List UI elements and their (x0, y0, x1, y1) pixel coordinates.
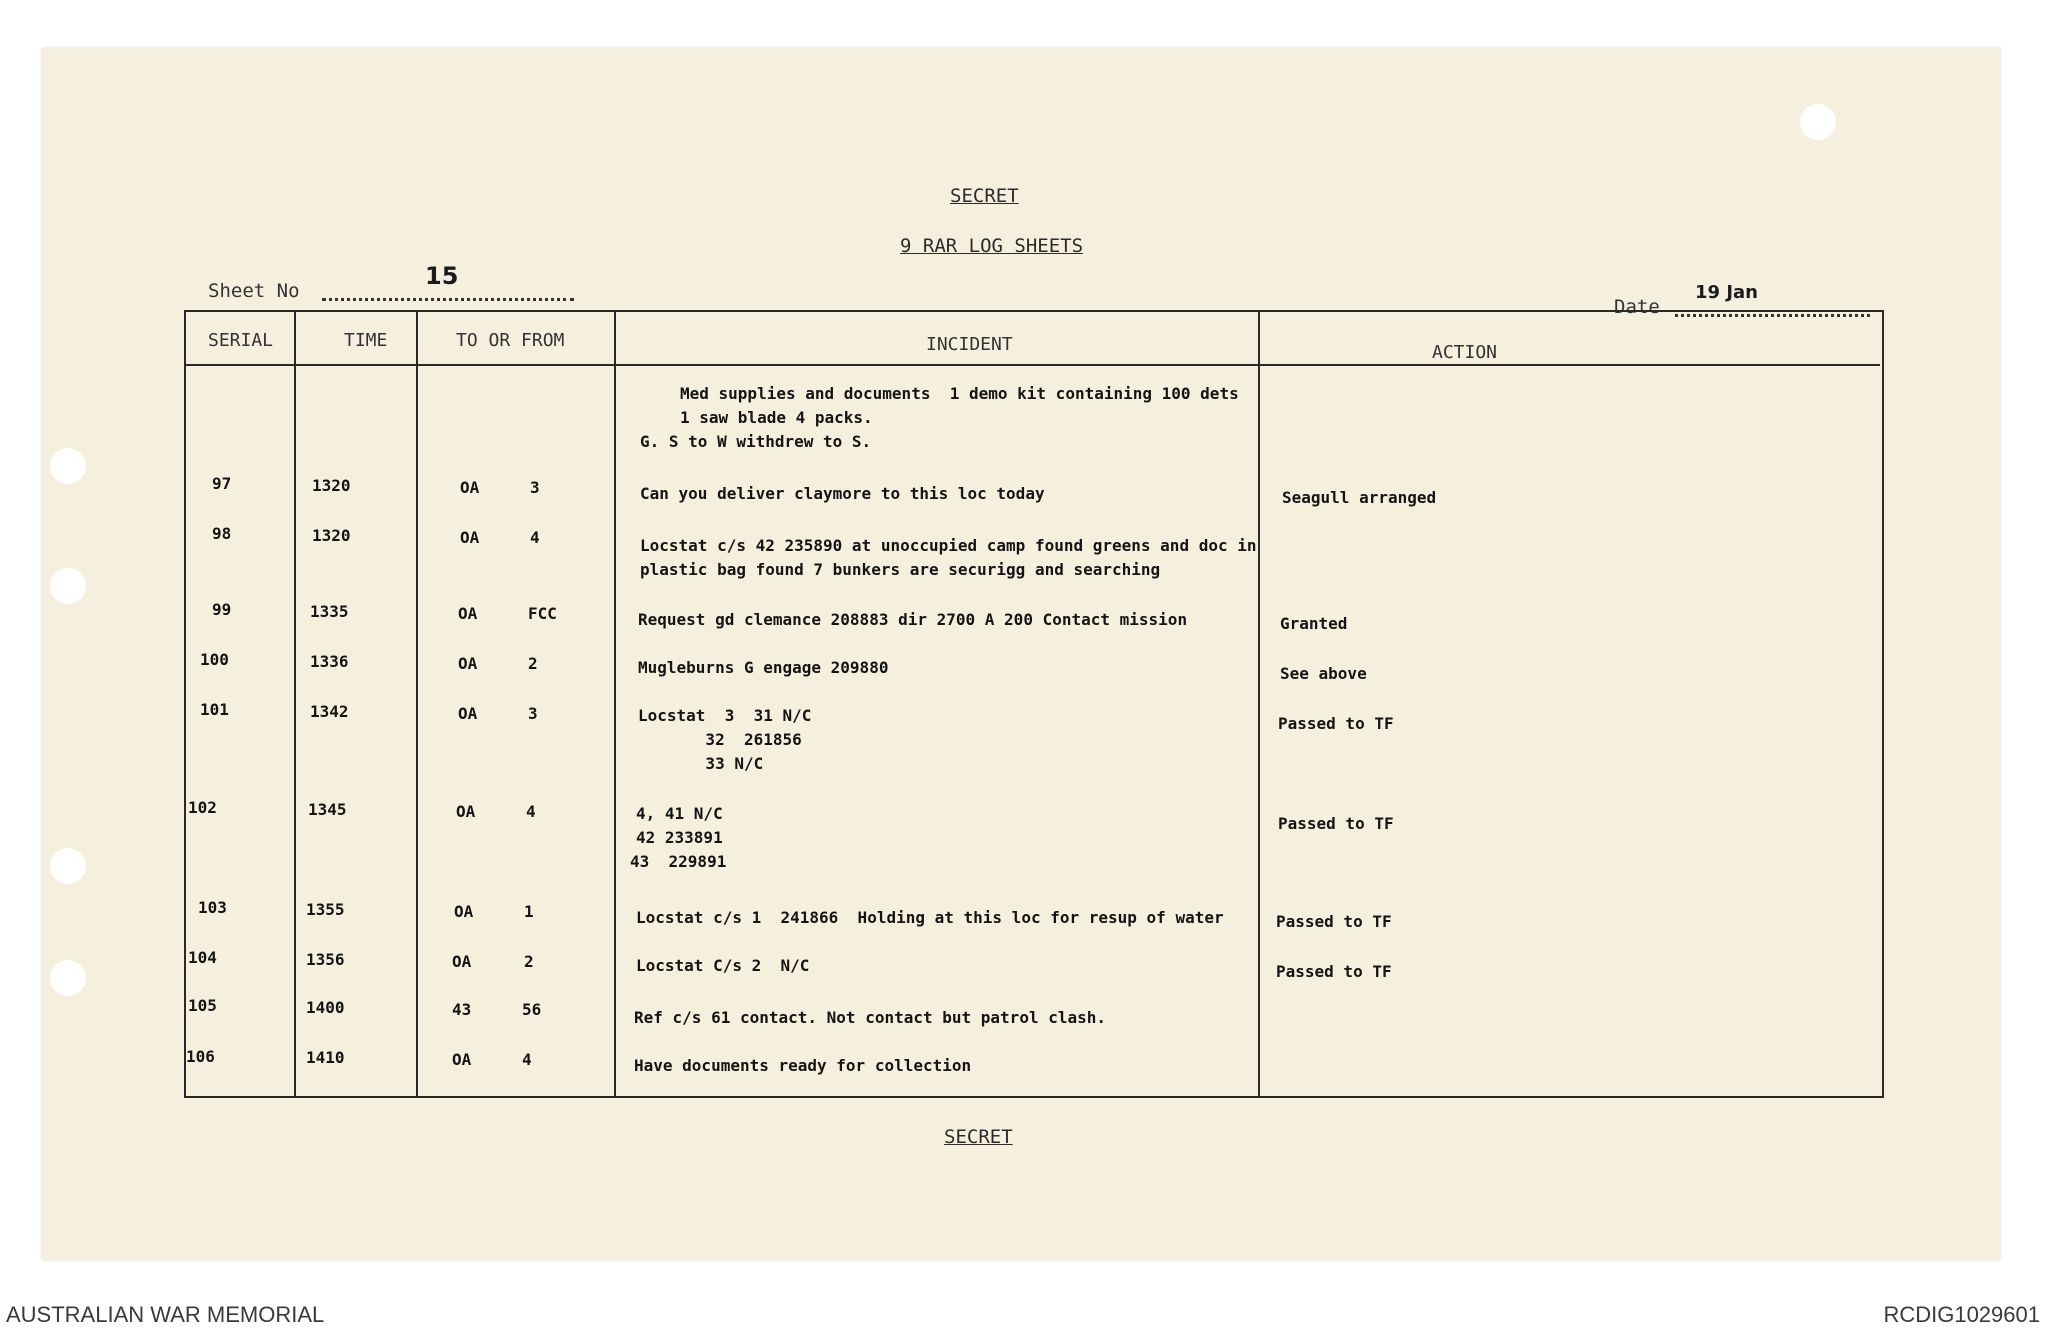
row-incident (630, 802, 726, 874)
incident-line: 32 261856 (638, 730, 802, 749)
row-serial: 105 (188, 996, 217, 1015)
continuation-line: G. S to W withdrew to S. (640, 432, 872, 451)
row-from: 4 (522, 1050, 532, 1069)
row-from: 3 (528, 704, 538, 723)
row-time: 1342 (310, 702, 349, 721)
archive-id: RCDIG1029601 (1883, 1302, 2040, 1327)
row-time: 1400 (306, 998, 345, 1017)
row-time: 1335 (310, 602, 349, 621)
incident-line: Mugleburns G engage 209880 (638, 658, 889, 677)
sheet-no-value: 15 (425, 262, 459, 290)
row-action: Granted (1280, 614, 1348, 633)
row-to: OA (460, 478, 480, 497)
row-incident (640, 482, 1045, 506)
incident-line: 43 229891 (630, 852, 727, 871)
row-from: 2 (528, 654, 538, 673)
row-serial: 104 (188, 948, 217, 967)
header-time: TIME (344, 330, 388, 351)
row-from: 1 (524, 902, 534, 921)
incident-line: Can you deliver claymore to this loc today (640, 484, 1045, 503)
row-serial: 103 (198, 898, 227, 917)
row-from: 4 (530, 528, 540, 547)
row-to: OA (460, 528, 480, 547)
incident-line: Locstat c/s 42 235890 at unoccupied camp found greens and doc in (640, 536, 1257, 555)
incident-line: Ref c/s 61 contact. Not contact but patrol clash. (634, 1008, 1107, 1027)
row-action: Passed to TF (1278, 714, 1394, 733)
row-to: OA (454, 902, 474, 921)
row-from: 4 (526, 802, 536, 821)
punch-hole (1800, 104, 1836, 140)
header-serial: SERIAL (208, 330, 274, 351)
punch-hole (50, 960, 86, 996)
date-label: Date (1614, 296, 1660, 318)
continuation-line: 1 saw blade 4 packs. (680, 408, 873, 427)
row-from: 3 (530, 478, 540, 497)
row-serial: 98 (212, 524, 232, 543)
punch-hole (50, 848, 86, 884)
row-incident (636, 954, 809, 978)
sheet-no-dotted-line (322, 298, 574, 301)
row-to: OA (456, 802, 476, 821)
row-serial: 101 (200, 700, 229, 719)
row-from: FCC (528, 604, 557, 623)
punch-hole (50, 448, 86, 484)
incident-line: 42 233891 (636, 828, 723, 847)
header-to-or-from: TO OR FROM (456, 330, 565, 351)
document-heading: 9 RAR LOG SHEETS (900, 235, 1084, 257)
row-time: 1355 (306, 900, 345, 919)
incident-line: Locstat C/s 2 N/C (636, 956, 810, 975)
column-divider (1258, 312, 1260, 1096)
sheet-no-label: Sheet No (208, 280, 300, 302)
row-time: 1410 (306, 1048, 345, 1067)
row-action: Seagull arranged (1282, 488, 1437, 507)
row-time: 1320 (312, 476, 351, 495)
row-action: Passed to TF (1276, 962, 1392, 981)
incident-line: 4, 41 N/C (636, 804, 723, 823)
row-time: 1356 (306, 950, 345, 969)
row-incident (640, 534, 1257, 582)
row-time: 1336 (310, 652, 349, 671)
row-serial: 102 (188, 798, 217, 817)
row-incident (638, 656, 888, 680)
row-to: OA (452, 1050, 472, 1069)
row-to: OA (458, 604, 478, 623)
incident-line: 33 N/C (638, 754, 764, 773)
punch-hole (50, 568, 86, 604)
incident-line: plastic bag found 7 bunkers are securigg and searching (640, 560, 1161, 579)
row-incident (636, 906, 1224, 930)
incident-line: Locstat 3 31 N/C (638, 706, 812, 725)
row-to: OA (458, 704, 478, 723)
row-incident (638, 704, 811, 776)
row-to: 43 (452, 1000, 472, 1019)
date-value: 19 Jan (1695, 282, 1758, 303)
header-divider (186, 364, 1880, 366)
row-from: 56 (522, 1000, 542, 1019)
column-divider (614, 312, 616, 1096)
row-from: 2 (524, 952, 534, 971)
row-incident (634, 1006, 1106, 1030)
row-action: Passed to TF (1276, 912, 1392, 931)
archive-credit: AUSTRALIAN WAR MEMORIAL (6, 1302, 325, 1327)
incident-line: Request gd clemance 208883 dir 2700 A 200 Contact mission (638, 610, 1188, 629)
row-serial: 97 (212, 474, 232, 493)
row-to: OA (452, 952, 472, 971)
row-to: OA (458, 654, 478, 673)
incident-line: Locstat c/s 1 241866 Holding at this loc for resup of water (636, 908, 1224, 927)
row-serial: 106 (186, 1047, 215, 1066)
row-action: See above (1280, 664, 1367, 683)
row-incident (634, 1054, 971, 1078)
header-action: ACTION (1432, 342, 1498, 363)
row-incident (638, 608, 1187, 632)
row-time: 1320 (312, 526, 351, 545)
column-divider (416, 312, 418, 1096)
continuation-entry (640, 382, 1239, 454)
row-action: Passed to TF (1278, 814, 1394, 833)
continuation-line: Med supplies and documents 1 demo kit containing 100 dets (680, 384, 1239, 403)
row-time: 1345 (308, 800, 347, 819)
classification-top: SECRET (950, 185, 1019, 207)
classification-bottom: SECRET (944, 1126, 1013, 1148)
column-divider (294, 312, 296, 1096)
row-serial: 99 (212, 600, 232, 619)
incident-line: Have documents ready for collection (634, 1056, 972, 1075)
header-incident: INCIDENT (926, 334, 1013, 355)
row-serial: 100 (200, 650, 229, 669)
